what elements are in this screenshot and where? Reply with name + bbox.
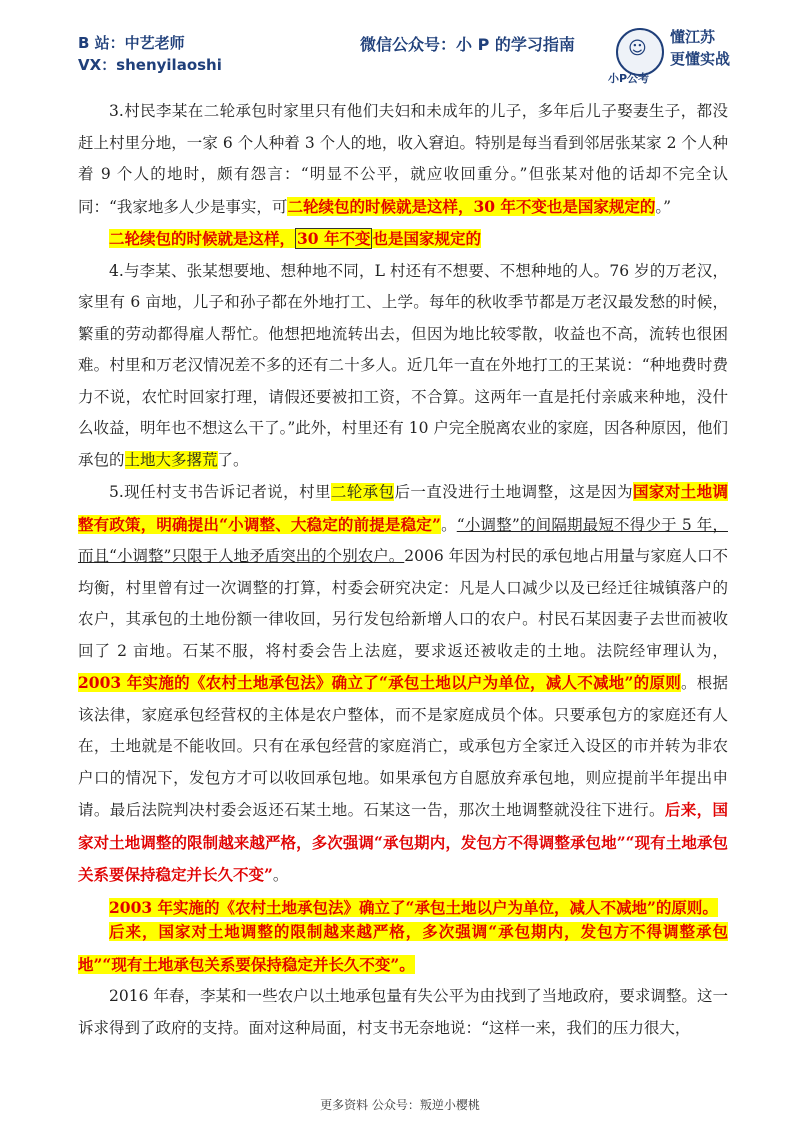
page-footer: 更多资料 公众号：叛逆小樱桃 <box>320 1098 480 1112</box>
logo-slogan-line1: 懂江苏 <box>670 28 716 46</box>
p3-tail: 。” <box>655 197 672 216</box>
p3-highlight: 二轮续包的时候就是这样，30 年不变也是国家规定的 <box>287 196 656 216</box>
summary-2-line2 <box>78 916 728 981</box>
p5-text-b: 后一直没进行土地调整，这是因为 <box>394 483 633 501</box>
s1-text-a: 二轮续包的时候就是这样， <box>109 229 296 248</box>
s2-line2-text: 后来，国家对土地调整的限制越来越严格，多次强调“承包期内，发包方不得调整承包地”“现有土地承包关系要保持稳定并长久不变”。 <box>78 922 728 974</box>
s2-line1-text: 2003 年实施的《农村土地承包法》确立了“承包土地以户为单位，减人不减地”的原则。 <box>109 897 718 917</box>
p5-highlight: 二轮承包 <box>330 483 395 501</box>
p4-highlight: 土地大多撂荒 <box>124 450 218 469</box>
p5-underlined: “小调整”的间隔期最短不得少于 5 年，而且“小调整”只限于人地矛盾突出的个别农户。 <box>78 515 728 565</box>
bilibili-label: B 站：中艺老师 <box>78 34 185 52</box>
p5-red-3: 后来，国家对土地调整的限制越来越严格，多次强调“承包期内，发包方不得调整承包地”“现有土地承包关系要保持稳定并长久不变” <box>78 800 728 884</box>
p5-text-d: 2006 年因为村民的承包地占用量与家庭人口不均衡，村里曾有过一次调整的打算，村委会研究决定：凡是人口减少以及已经迁往城镇落户的农户，其承包的土地份额一律收回，另行发包给新增人口的农户。村民石某因妻子去世而被收回了 2 亩地。石某不服，将村委会告上法庭，要求返还被收走的土地。法院经审理认为， <box>78 547 729 660</box>
paragraph-5 <box>78 476 728 892</box>
document-body <box>78 96 728 1044</box>
p5-text-e: 。根据该法律，家庭承包经营权的主体是农户整体，而不是家庭成员个体。只要承包方的家庭还有人在，土地就是不能收回。只有在承包经营的家庭消亡，或承包方全家迁入设区的市并转为非农户口的情况下，发包方才可以收回承包地。如果承包方自愿放弃承包地，则应提前半年提出申请。最后法院判决村委会返还石某土地。石某这一告，那次土地调整就没往下进行。 <box>78 674 728 819</box>
s1-text-b: 也是国家规定的 <box>372 229 481 248</box>
summary-1 <box>78 223 728 256</box>
page-header <box>0 0 800 100</box>
p3-text: 3.村民李某在二轮承包时家里只有他们夫妇和未成年的儿子，多年后儿子娶妻生子，都没赶上村里分地，一家 6 个人种着 3 个人的地，收入窘迫。特别是每当看到邻居张某家 2 个人种着 9 个人的地时，颇有怨言：“明显不公平，就应收回重分。”但张某对他的话却不完全认同：“我家地多人少是事实，可 <box>78 102 728 216</box>
mascot-face-icon: ☺ <box>628 38 647 59</box>
logo-slogan-line2: 更懂实战 <box>670 50 731 68</box>
paragraph-6: 2016 年春，李某和一些农户以土地承包量有失公平为由找到了当地政府，要求调整。这一诉求得到了政府的支持。面对这种局面，村支书无奈地说：“这样一来，我们的压力很大， <box>78 987 728 1037</box>
p4-tail: 了。 <box>217 450 249 469</box>
p5-red-2: 2003 年实施的《农村土地承包法》确立了“承包土地以户为单位，减人不减地”的原则 <box>78 673 681 692</box>
brand-logo <box>606 22 736 85</box>
s1-boxed-text: 30 年不变 <box>297 229 371 248</box>
p5-text-c: 。 <box>440 515 457 534</box>
paragraph-4 <box>78 256 728 477</box>
p5-red-1: 国家对土地调整有政策，明确提出“小调整、大稳定的前提是稳定” <box>78 482 728 534</box>
paragraph-3 <box>78 96 728 223</box>
logo-brand-text: 小P公考 <box>608 72 650 85</box>
p5-tail: 。 <box>272 866 289 884</box>
wechat-label: 微信公众号：小 P 的学习指南 <box>360 35 575 54</box>
p4-text: 4.与李某、张某想要地、想种地不同，L 村还有不想要、不想种地的人。76 岁的万老汉，家里有 6 亩地，儿子和孙子都在外地打工、上学。每年的秋收季节都是万老汉最发愁的时候，繁重的劳动都得雇人帮忙。他想把地流转出去，但因为地比较零散，收益也不高，流转也很困难。村里和万老汉情况差不多的还有二十多人。近几年一直在外地打工的王某说：“种地费时费力不说，农忙时回家打理，请假还要被扣工资，不合算。这两年一直是托付亲戚来种地，没什么收益，明年也不想这么干了。”此外，村里还有 10 户完全脱离农业的家庭，因各种原因，他们承包的 <box>78 261 728 469</box>
p5-text-a: 5.现任村支书告诉记者说，村里 <box>109 483 331 501</box>
vx-label: VX：shenyilaoshi <box>78 56 222 74</box>
